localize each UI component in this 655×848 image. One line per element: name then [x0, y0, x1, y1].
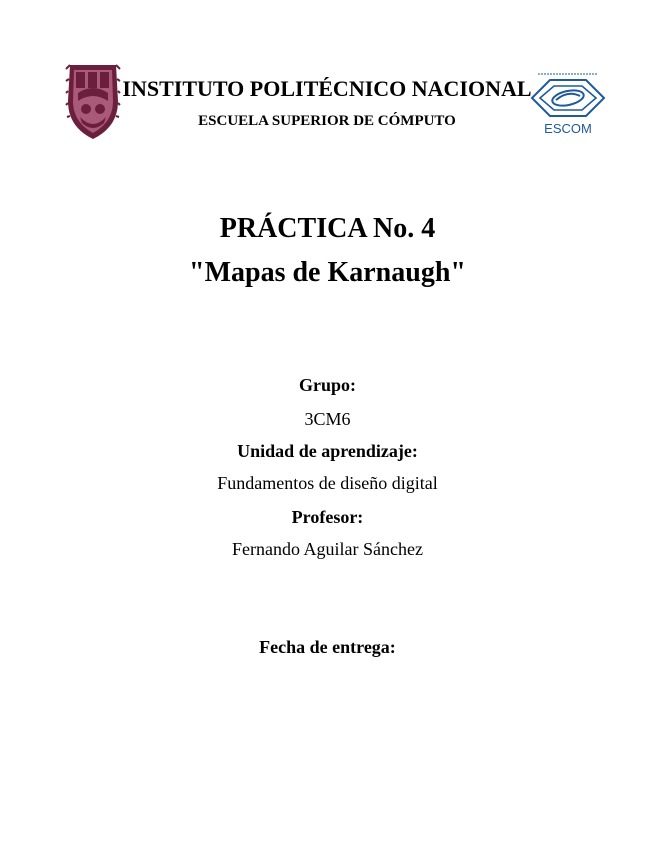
unit-label: Unidad de aprendizaje:	[237, 441, 418, 461]
professor-label: Profesor:	[291, 507, 364, 527]
group-value: 3CM6	[304, 409, 351, 429]
escom-logo	[528, 70, 608, 138]
ipn-logo	[64, 61, 122, 141]
school-title: ESCUELA SUPERIOR DE CÓMPUTO	[198, 113, 456, 129]
practice-title: PRÁCTICA No. 4	[219, 213, 436, 244]
institution-title: INSTITUTO POLITÉCNICO NACIONAL	[122, 76, 532, 101]
escom-logo-text: ESCOM	[544, 121, 592, 136]
professor-value: Fernando Aguilar Sánchez	[232, 539, 423, 559]
group-label: Grupo:	[298, 375, 356, 395]
unit-value: Fundamentos de diseño digital	[217, 473, 438, 493]
practice-subtitle: "Mapas de Karnaugh"	[189, 257, 466, 288]
date-label: Fecha de entrega:	[259, 637, 396, 657]
